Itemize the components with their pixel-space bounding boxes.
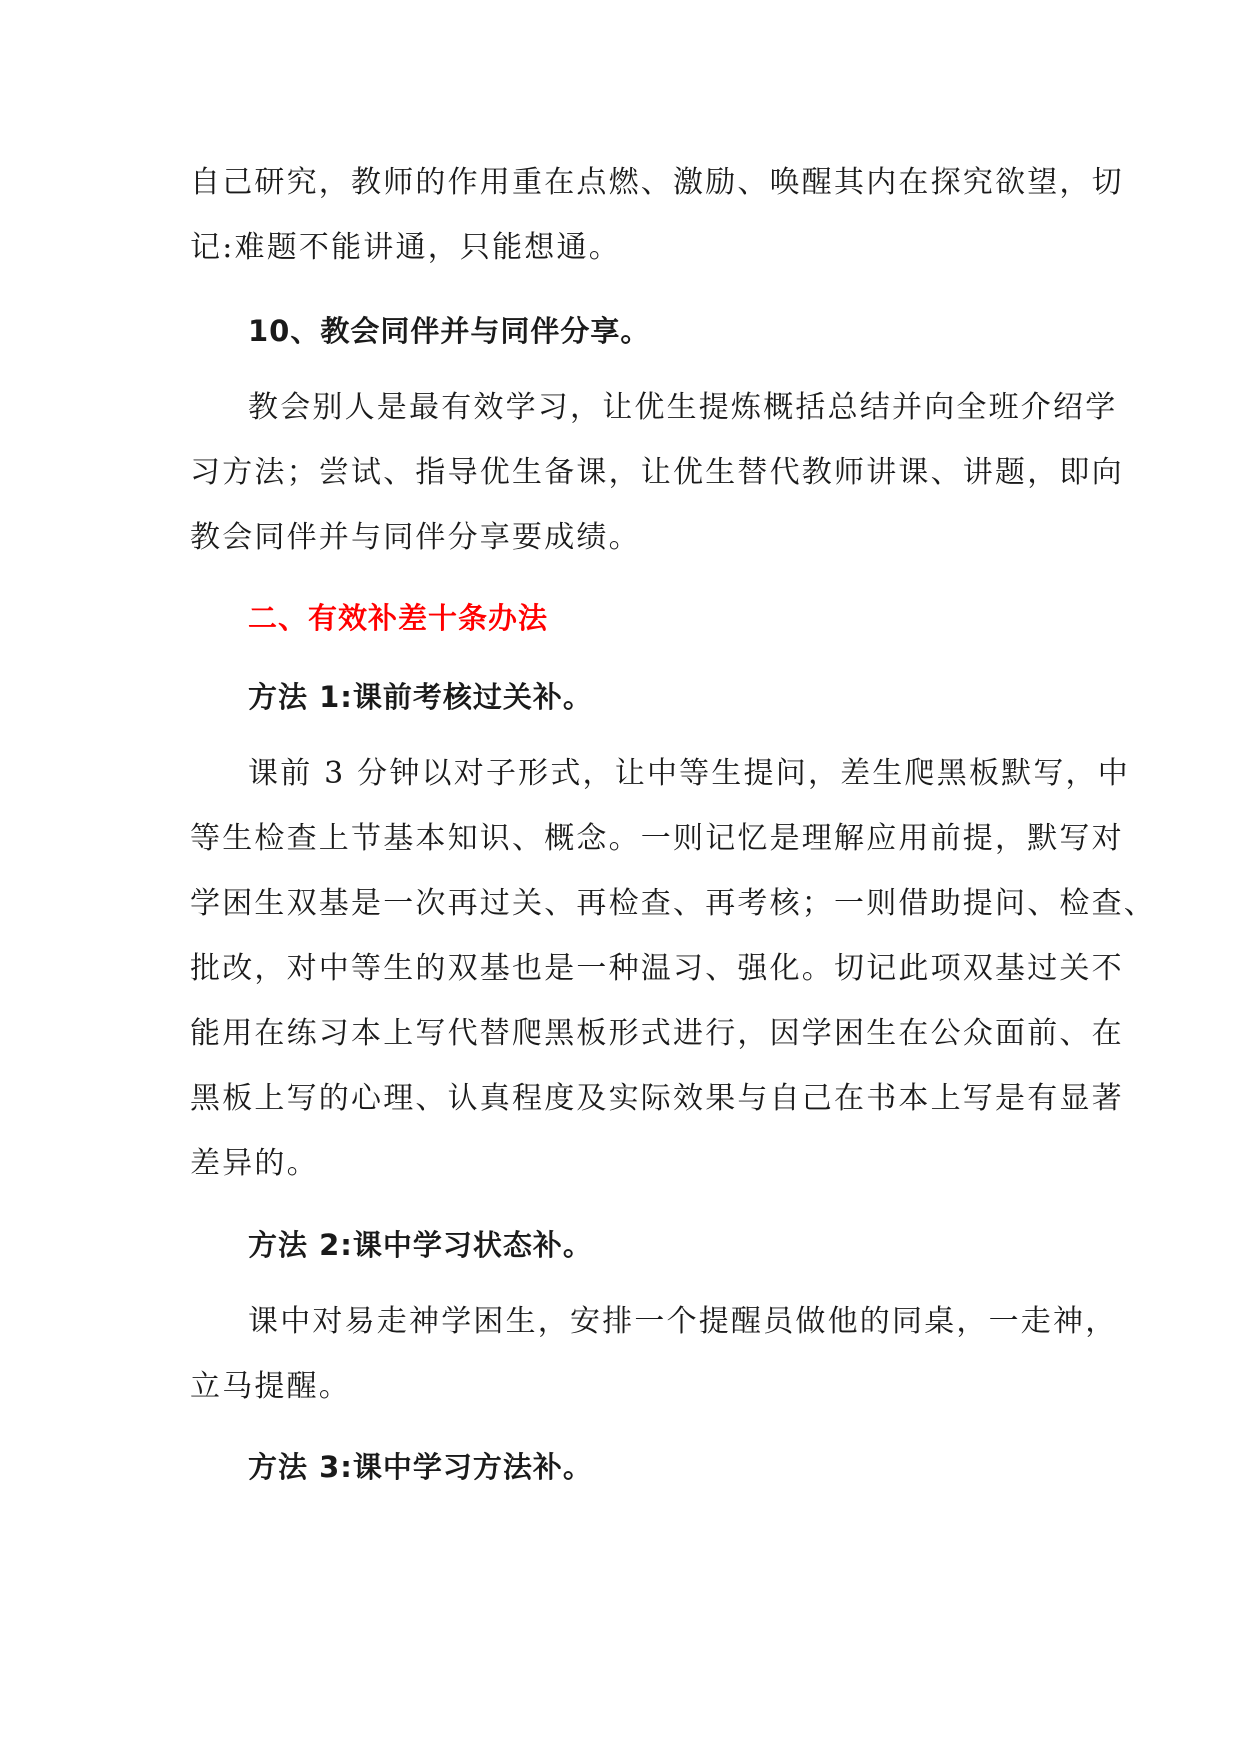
paragraph-line: 教会别人是最有效学习，让优生提炼概括总结并向全班介绍学 [248,390,1118,425]
paragraph-line: 黑板上写的心理、认真程度及实际效果与自己在书本上写是有显著 [190,1081,1124,1116]
paragraph-line: 记:难题不能讲通，只能想通。 [190,230,621,265]
paragraph-line: 学困生双基是一次再过关、再检查、再考核；一则借助提问、检查、 [190,886,1156,921]
paragraph-line: 课前 3 分钟以对子形式，让中等生提问，差生爬黑板默写，中 [248,756,1130,791]
paragraph-line: 习方法；尝试、指导优生备课，让优生替代教师讲课、讲题，即向 [190,455,1124,490]
paragraph-line: 能用在练习本上写代替爬黑板形式进行，因学困生在公众面前、在 [190,1016,1124,1051]
paragraph-line: 等生检查上节基本知识、概念。一则记忆是理解应用前提，默写对 [190,821,1124,856]
subheading: 10、教会同伴并与同伴分享。 [248,314,651,348]
paragraph-line: 立马提醒。 [190,1369,351,1404]
subheading: 方法 2:课中学习状态补。 [248,1228,593,1262]
subheading: 方法 3:课中学习方法补。 [248,1450,593,1484]
paragraph-line: 批改，对中等生的双基也是一种温习、强化。切记此项双基过关不 [190,951,1124,986]
section-heading: 二、有效补差十条办法 [248,601,549,635]
paragraph-line: 教会同伴并与同伴分享要成绩。 [190,520,641,555]
paragraph-line: 课中对易走神学困生，安排一个提醒员做他的同桌，一走神， [248,1304,1118,1339]
paragraph-line: 自己研究，教师的作用重在点燃、激励、唤醒其内在探究欲望，切 [190,165,1124,200]
paragraph-line: 差异的。 [190,1146,319,1181]
subheading: 方法 1:课前考核过关补。 [248,680,593,714]
